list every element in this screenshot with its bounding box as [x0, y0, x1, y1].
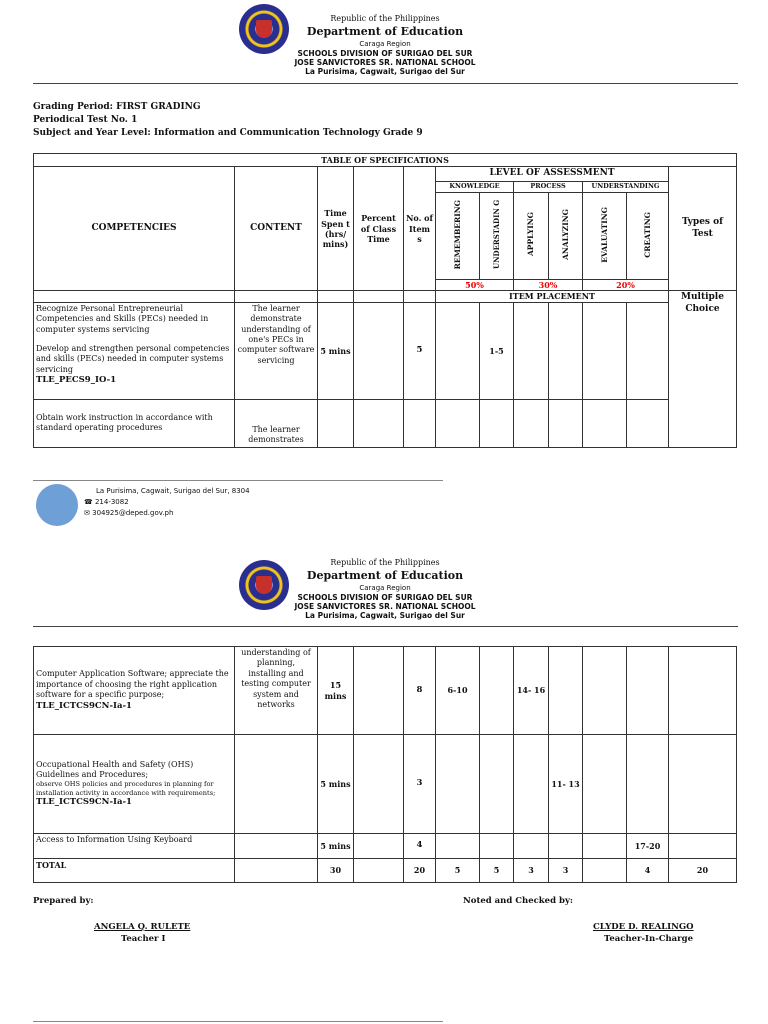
test-number: Periodical Test No. 1 [33, 115, 138, 125]
analyzing-cell: 11- 13 [549, 735, 583, 834]
creating-header: CREATING [642, 211, 652, 258]
page2-header [0, 546, 768, 620]
applying-header: APPLYING [526, 212, 536, 257]
address-label: La Purisima, Cagwait, Surigao del Sur [305, 67, 465, 76]
competency-cell [34, 302, 235, 399]
remembering-header: REMEMBERING [452, 199, 462, 270]
competency-code: TLE_PECS9_IO-1 [36, 375, 117, 386]
time-cell: 5 mins [318, 834, 354, 859]
school-label: JOSE SANVICTORES SR. NATIONAL SCHOOL [294, 602, 476, 611]
types-value: Multiple Choice [669, 291, 737, 447]
understanding-percent: 20% [583, 280, 669, 291]
specifications-table-page2 [33, 646, 737, 883]
republic-label: Republic of the Philippines [330, 558, 440, 567]
header-divider [33, 83, 738, 84]
noted-by-label: Noted and Checked by: [463, 896, 574, 906]
department-label: Department of Education [306, 25, 464, 38]
understanding-header: UNDERSTANDING [583, 182, 669, 193]
time-cell: 15 mins [318, 647, 354, 735]
phone-icon: ☎ [84, 498, 93, 506]
footer-logo-icon [36, 484, 78, 526]
noted-by-title: Teacher-In-Charge [604, 934, 694, 944]
footer-phone [84, 498, 129, 506]
table-row [34, 735, 737, 834]
competency-text: observe OHS policies and procedures in planning for installation activity in accordance with requirements; [36, 780, 216, 797]
header-divider [33, 626, 738, 627]
table-title: TABLE OF SPECIFICATIONS [34, 154, 737, 167]
process-header: PROCESS [514, 182, 583, 193]
competency-cell: Access to Information Using Keyboard [34, 834, 235, 859]
time-cell: 5 mins [318, 735, 354, 834]
knowledge-header: KNOWLEDGE [436, 182, 514, 193]
total-types: 20 [669, 859, 737, 883]
total-analyzing: 3 [549, 859, 583, 883]
division-label: SCHOOLS DIVISION OF SURIGAO DEL SUR [297, 593, 473, 602]
items-cell: 4 [404, 834, 436, 859]
item-placement-header: ITEM PLACEMENT [436, 291, 669, 302]
total-label: TOTAL [34, 859, 235, 883]
total-applying: 3 [514, 859, 549, 883]
analyzing-header: ANALYZING [560, 208, 570, 260]
process-percent: 30% [514, 280, 583, 291]
competency-text: Occupational Health and Safety (OHS) Guidelines and Procedures; [36, 759, 194, 779]
content-cell: understanding of planning, installing and testing computer system and networks [235, 647, 318, 735]
deped-seal-icon [239, 4, 289, 54]
content-cell: The learner demonstrates [235, 399, 318, 447]
level-header: LEVEL OF ASSESSMENT [436, 167, 669, 182]
items-cell: 5 [404, 302, 436, 399]
competency-text: Computer Application Software; appreciate the importance of choosing the right application software for a specific purpose; [36, 669, 229, 700]
competency-code: TLE_ICTCS9CN-Ia-1 [36, 700, 132, 711]
total-items: 20 [404, 859, 436, 883]
prepared-by-name: ANGELA Q. RULETE [94, 922, 191, 932]
time-cell: 5 mins [318, 302, 354, 399]
prepared-by-title: Teacher I [121, 934, 166, 944]
competency-text: Recognize Personal Entrepreneurial Competencies and Skills (PECs) needed in computer systems servicing [36, 303, 209, 334]
footer-divider [33, 1021, 443, 1022]
email-text: 304925@deped.gov.ph [92, 509, 174, 517]
school-label: JOSE SANVICTORES SR. NATIONAL SCHOOL [294, 58, 476, 67]
footer-divider [33, 480, 443, 481]
understanding-cell: 1-5 [480, 302, 514, 399]
content-cell: The learner demonstrate understanding of one's PECs in computer software servicing [235, 302, 318, 399]
region-label: Caraga Region [359, 584, 411, 592]
region-label: Caraga Region [359, 40, 411, 48]
phone-text: 214-3082 [94, 498, 129, 506]
total-time: 30 [318, 859, 354, 883]
items-cell: 8 [404, 647, 436, 735]
address-label: La Purisima, Cagwait, Surigao del Sur [305, 611, 465, 620]
types-header: Types of Test [669, 167, 737, 291]
table-row [34, 834, 737, 859]
competency-cell: Obtain work instruction in accordance with standard operating procedures [34, 399, 235, 447]
competency-cell [34, 735, 235, 834]
competencies-header: COMPETENCIES [34, 167, 235, 291]
republic-label: Republic of the Philippines [330, 14, 440, 23]
page1-header [0, 0, 768, 76]
creating-cell: 17-20 [627, 834, 669, 859]
prepared-by-label: Prepared by: [33, 896, 94, 906]
footer-address: La Purisima, Cagwait, Surigao del Sur, 8304 [96, 487, 250, 495]
specifications-table-page1 [33, 153, 737, 448]
grading-period: Grading Period: FIRST GRADING [33, 102, 201, 112]
deped-seal-icon [239, 560, 289, 610]
understanding-col-header: UNDERSTADIN G [491, 199, 501, 269]
email-icon: ✉ [84, 509, 90, 517]
remembering-cell: 6-10 [436, 647, 480, 735]
total-creating: 4 [627, 859, 669, 883]
subject-level: Subject and Year Level: Information and Communication Technology Grade 9 [33, 128, 423, 138]
noted-by-name: CLYDE D. REALINGO [593, 922, 694, 932]
department-label: Department of Education [306, 569, 464, 582]
table-row [34, 647, 737, 735]
table-row [34, 302, 737, 399]
evaluating-header: EVALUATING [599, 206, 609, 263]
content-header: CONTENT [235, 167, 318, 291]
percent-header: Percent of Class Time [354, 167, 404, 291]
knowledge-percent: 50% [436, 280, 514, 291]
items-cell: 3 [404, 735, 436, 834]
total-remembering: 5 [436, 859, 480, 883]
competency-cell [34, 647, 235, 735]
competency-text: Develop and strengthen personal competencies and skills (PECs) needed in computer systems servicing [36, 344, 230, 374]
total-row [34, 859, 737, 883]
division-label: SCHOOLS DIVISION OF SURIGAO DEL SUR [297, 49, 473, 58]
footer-email [84, 509, 173, 517]
applying-cell: 14- 16 [514, 647, 549, 735]
items-header: No. of Item s [404, 167, 436, 291]
time-header: Time Spen t (hrs/ mins) [318, 167, 354, 291]
total-understanding: 5 [480, 859, 514, 883]
competency-code: TLE_ICTCS9CN-Ia-1 [36, 797, 132, 808]
table-row [34, 399, 737, 447]
